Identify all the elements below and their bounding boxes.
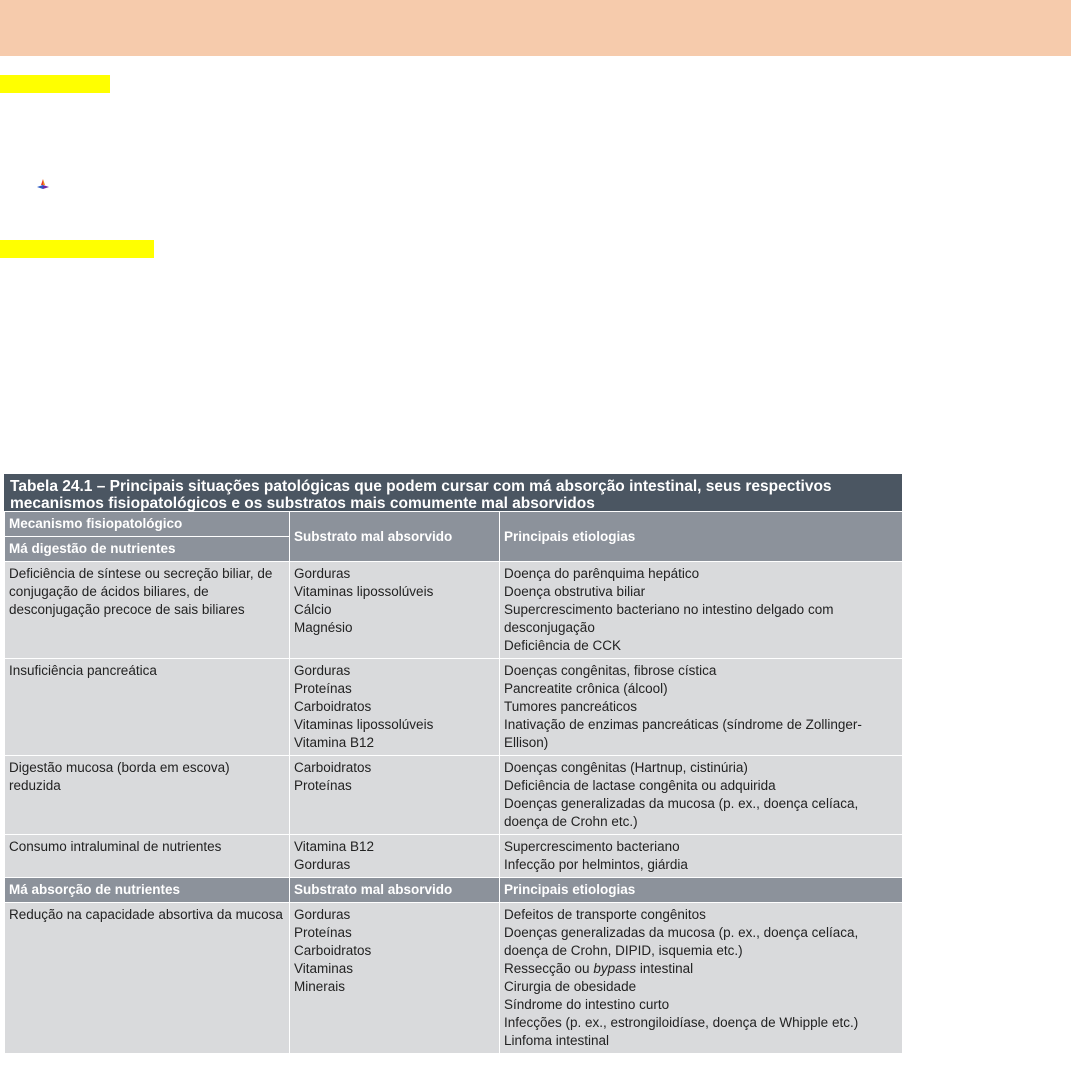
etiologies-cell-item: Inativação de enzimas pancreáticas (síndrome de Zollinger-Ellison) — [504, 717, 862, 750]
mechanism-cell: Digestão mucosa (borda em escova) reduzida — [5, 756, 290, 835]
substrates-cell-item: Vitamina B12 — [294, 839, 375, 854]
header-substrate: Substrato mal absorvido — [290, 512, 500, 562]
etiologies-cell-item: Supercrescimento bacteriano no intestino delgado com desconjugação — [504, 602, 834, 635]
table-row — [5, 562, 903, 659]
etiologies-cell — [500, 562, 903, 659]
substrates-cell — [290, 903, 500, 1054]
substrates-cell-item: Vitamina B12 — [294, 735, 375, 750]
header-band — [0, 0, 1071, 56]
table-title: Tabela 24.1 – Principais situações patológicas que podem cursar com má absorção intestinal, seus respectivos mecanismos fisiopatológicos e os substratos mais comumente mal absorvidos — [4, 474, 902, 511]
substrates-cell — [290, 756, 500, 835]
substrates-cell-item: Proteínas — [294, 778, 352, 793]
substrates-cell — [290, 659, 500, 756]
substrates-cell-item: Proteínas — [294, 925, 352, 940]
substrates-cell-item: Proteínas — [294, 681, 352, 696]
substrates-cell-item: Vitaminas lipossolúveis — [294, 717, 434, 732]
substrates-cell-item: Carboidratos — [294, 699, 372, 714]
highlight-mark — [0, 75, 110, 93]
substrates-cell-item: Gorduras — [294, 907, 351, 922]
highlight-mark — [0, 240, 154, 258]
etiologies-cell-item: Cirurgia de obesidade — [504, 979, 637, 994]
substrates-cell-item: Magnésio — [294, 620, 353, 635]
mechanism-cell: Insuficiência pancreática — [5, 659, 290, 756]
table-row — [5, 835, 903, 878]
table-row — [5, 659, 903, 756]
header-substrate: Substrato mal absorvido — [290, 878, 500, 903]
mechanism-cell: Consumo intraluminal de nutrientes — [5, 835, 290, 878]
substrates-cell-item: Vitaminas lipossolúveis — [294, 584, 434, 599]
etiologies-cell — [500, 903, 903, 1054]
etiologies-cell — [500, 659, 903, 756]
etiologies-cell-item: Doenças congênitas, fibrose cística — [504, 663, 717, 678]
substrates-cell-item: Cálcio — [294, 602, 332, 617]
section-title-maldigestion: Má digestão de nutrientes — [5, 537, 290, 562]
etiologies-cell-item: Infecções (p. ex., estrongiloidíase, doença de Whipple etc.) — [504, 1015, 859, 1030]
mechanism-cell: Deficiência de síntese ou secreção biliar, de conjugação de ácidos biliares, de desconjugação precoce de sais biliares — [5, 562, 290, 659]
substrates-cell-item: Vitaminas — [294, 961, 354, 976]
etiologies-cell-item: Pancreatite crônica (álcool) — [504, 681, 668, 696]
header-etiologies: Principais etiologias — [500, 512, 903, 562]
mechanism-cell: Redução na capacidade absortiva da mucosa — [5, 903, 290, 1054]
data-table — [4, 474, 902, 1054]
substrates-cell-item: Carboidratos — [294, 760, 372, 775]
etiologies-cell — [500, 835, 903, 878]
etiologies-cell-item: Supercrescimento bacteriano — [504, 839, 680, 854]
section-header-row — [5, 878, 903, 903]
etiologies-cell-item: Linfoma intestinal — [504, 1033, 610, 1048]
substrates-cell — [290, 835, 500, 878]
header-etiologies: Principais etiologias — [500, 878, 903, 903]
etiologies-cell — [500, 756, 903, 835]
etiologies-cell-item: Doenças generalizadas da mucosa (p. ex., doença celíaca, doença de Crohn, DIPID, isquemia etc.) — [504, 925, 859, 958]
etiologies-cell-item: Doença do parênquima hepático — [504, 566, 700, 581]
etiologies-cell-item: Ressecção ou bypass intestinal — [504, 961, 694, 976]
etiologies-cell-item: Infecção por helmintos, giárdia — [504, 857, 688, 872]
etiologies-cell-item: Deficiência de CCK — [504, 638, 622, 653]
substrates-cell-item: Carboidratos — [294, 943, 372, 958]
substrates-cell-item: Minerais — [294, 979, 346, 994]
etiologies-cell-item: Doença obstrutiva biliar — [504, 584, 646, 599]
table-row — [5, 903, 903, 1054]
substrates-cell-item: Gorduras — [294, 663, 351, 678]
etiologies-cell-item: Defeitos de transporte congênitos — [504, 907, 706, 922]
etiologies-cell-item: Doenças generalizadas da mucosa (p. ex., doença celíaca, doença de Crohn etc.) — [504, 796, 859, 829]
etiologies-cell-item: Tumores pancreáticos — [504, 699, 638, 714]
table-row — [5, 756, 903, 835]
etiologies-cell-item: Deficiência de lactase congênita ou adquirida — [504, 778, 776, 793]
etiologies-cell-item: Síndrome do intestino curto — [504, 997, 670, 1012]
header-mechanism: Mecanismo fisiopatológico — [5, 512, 290, 537]
section-title-malabsorption: Má absorção de nutrientes — [5, 878, 290, 903]
diamond-bullet-icon — [36, 178, 50, 192]
substrates-cell — [290, 562, 500, 659]
etiologies-cell-item: Doenças congênitas (Hartnup, cistinúria) — [504, 760, 748, 775]
substrates-cell-item: Gorduras — [294, 857, 351, 872]
substrates-cell-item: Gorduras — [294, 566, 351, 581]
